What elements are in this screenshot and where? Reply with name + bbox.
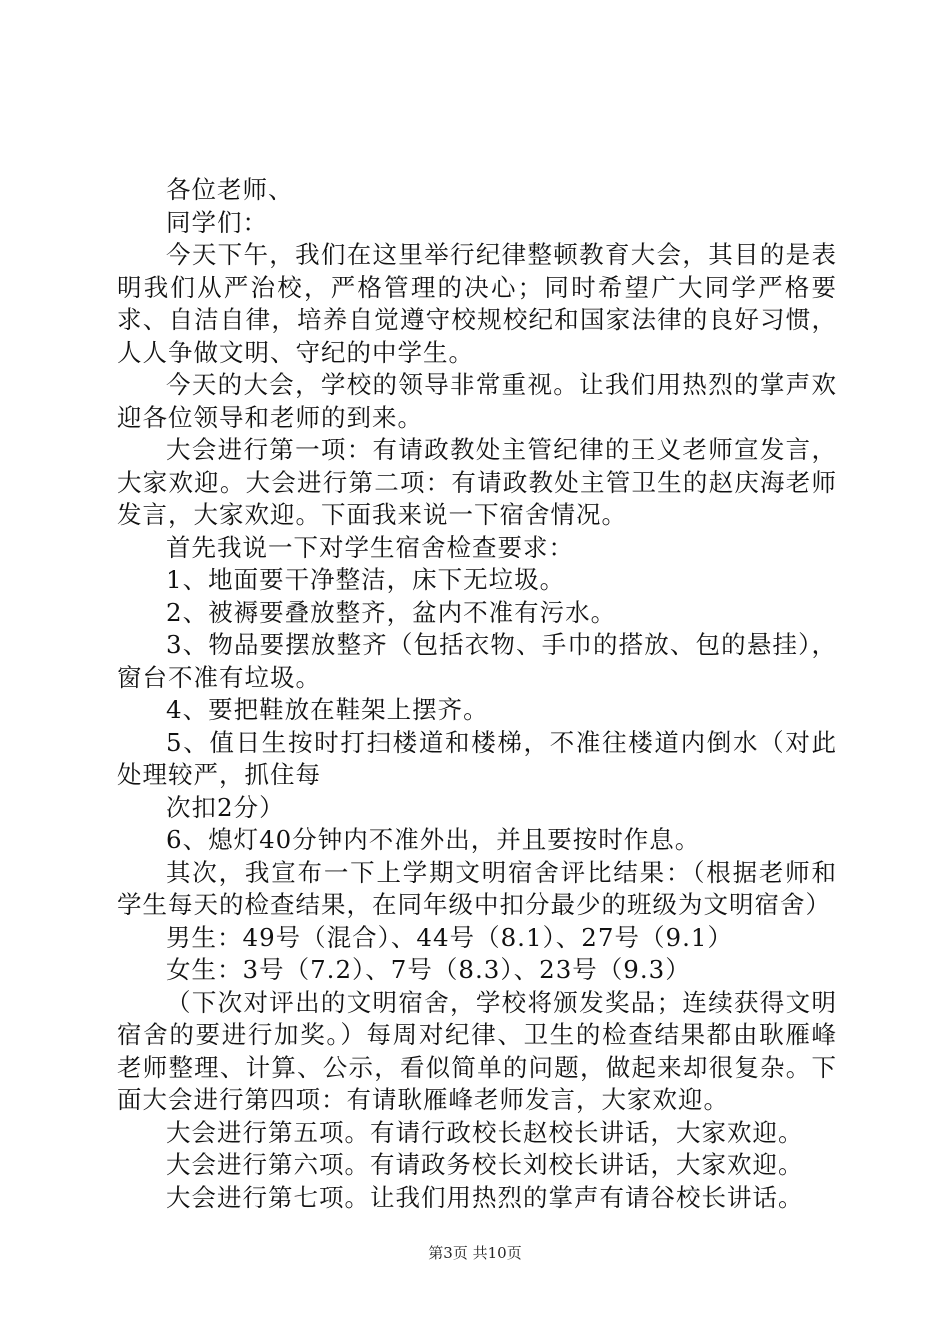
paragraph-awards-agenda-4: （下次对评出的文明宿舍，学校将颁发奖品；连续获得文明宿舍的要进行加奖。）每周对纪律、卫生的检查结果都由耿雁峰老师整理、计算、公示，看似简单的问题，做起来却很复杂。下面大会进行第四项：有请耿雁峰老师发言，大家欢迎。 — [117, 987, 837, 1114]
results-boys: 男生：49号（混合）、44号（8.1）、27号（9.1） — [166, 922, 733, 952]
requirement-item-5-continued: 次扣2分） — [166, 792, 285, 822]
requirement-item-3: 3、物品要摆放整齐（包括衣物、手巾的搭放、包的悬挂），窗台不准有垃圾。 — [117, 630, 837, 692]
paragraph-evaluation-results: 其次，我宣布一下上学期文明宿舍评比结果：（根据老师和学生每天的检查结果，在同年级中扣分最少的班级为文明宿舍） — [117, 857, 837, 919]
agenda-item-7: 大会进行第七项。让我们用热烈的掌声有请谷校长讲话。 — [166, 1182, 804, 1212]
paragraph-dorm-requirements: 首先我说一下对学生宿舍检查要求： — [166, 532, 574, 562]
paragraph-welcome: 今天的大会，学校的领导非常重视。让我们用热烈的掌声欢迎各位领导和老师的到来。 — [117, 370, 837, 432]
document-body — [117, 174, 837, 1214]
requirement-item-6: 6、熄灯40分钟内不准外出，并且要按时作息。 — [166, 825, 701, 854]
salutation-line-2: 同学们： — [166, 207, 268, 237]
agenda-item-6: 大会进行第六项。有请政务校长刘校长讲话，大家欢迎。 — [166, 1150, 804, 1179]
page-footer — [0, 1243, 950, 1263]
paragraph-agenda-1-2: 大会进行第一项：有请政教处主管纪律的王义老师宣发言，大家欢迎。大会进行第二项：有请政教处主管卫生的赵庆海老师发言，大家欢迎。下面我来说一下宿舍情况。 — [117, 435, 837, 529]
page-number: 第3页 共10页 — [428, 1244, 522, 1262]
salutation-line-1: 各位老师、 — [166, 175, 294, 204]
requirement-item-1: 1、地面要干净整洁，床下无垃圾。 — [166, 565, 566, 594]
paragraph-opening: 今天下午，我们在这里举行纪律整顿教育大会，其目的是表明我们从严治校，严格管理的决心；同时希望广大同学严格要求、自洁自律，培养自觉遵守校规校纪和国家法律的良好习惯，人人争做文明、守纪的中学生。 — [117, 240, 837, 367]
agenda-item-5: 大会进行第五项。有请行政校长赵校长讲话，大家欢迎。 — [166, 1117, 804, 1147]
requirement-item-4: 4、要把鞋放在鞋架上摆齐。 — [166, 695, 489, 724]
results-girls: 女生：3号（7.2）、7号（8.3）、23号（9.3） — [166, 955, 691, 984]
requirement-item-2: 2、被褥要叠放整齐，盆内不准有污水。 — [166, 597, 617, 627]
requirement-item-5: 5、值日生按时打扫楼道和楼梯，不准往楼道内倒水（对此处理较严，抓住每 — [117, 727, 837, 789]
